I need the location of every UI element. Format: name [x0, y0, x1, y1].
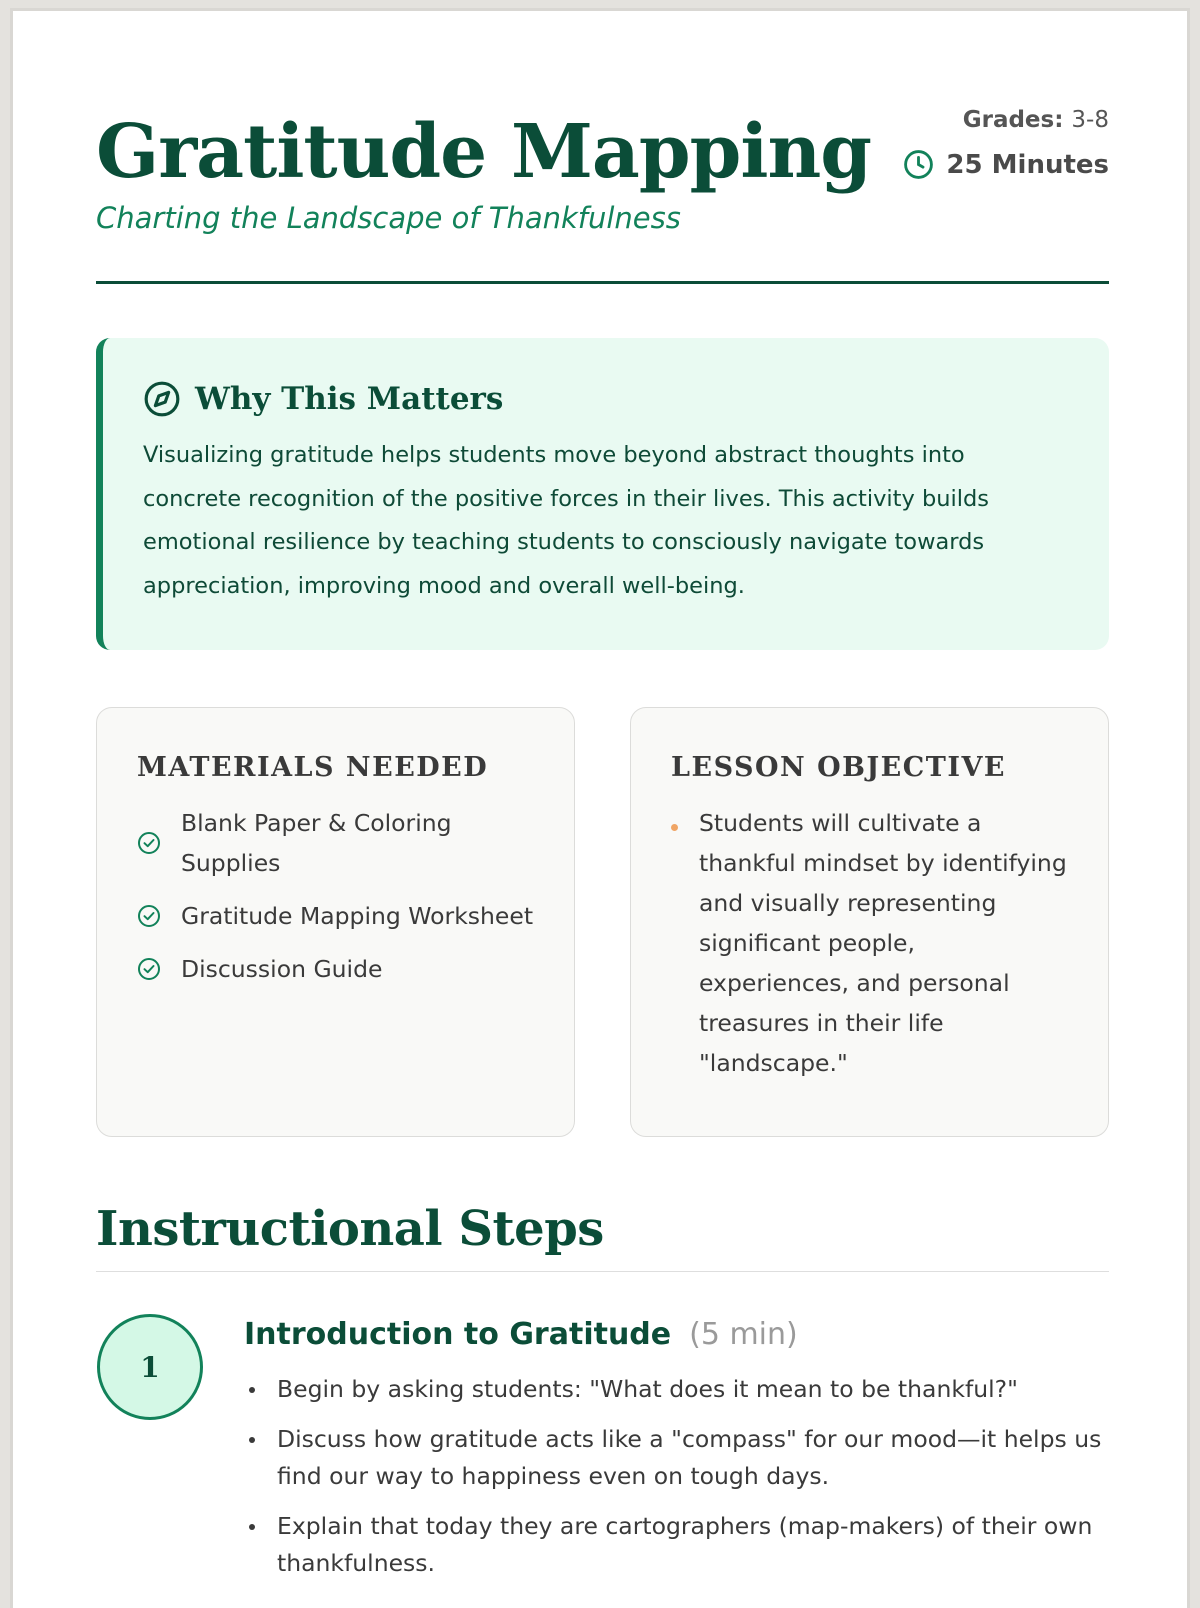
objective-title: LESSON OBJECTIVE	[671, 752, 1007, 783]
step-bullets	[277, 1371, 1107, 1595]
compass-icon	[143, 380, 181, 418]
grades-label: Grades:	[962, 107, 1064, 133]
page-title: Gratitude Mapping	[96, 109, 871, 195]
list-item	[137, 896, 534, 936]
step-heading	[244, 1317, 798, 1352]
material-label: Blank Paper & Coloring Supplies	[181, 809, 452, 877]
list-item	[671, 803, 1068, 1083]
grades-value: 3-8	[1071, 107, 1109, 133]
page-subtitle: Charting the Landscape of Thankfulness	[96, 201, 681, 235]
header-divider	[96, 281, 1109, 284]
check-circle-icon	[137, 831, 161, 855]
list-item: Explain that today they are cartographers (map-makers) of their own thankfulness.	[277, 1508, 1107, 1582]
why-this-matters-box	[96, 338, 1109, 650]
list-item	[137, 949, 534, 989]
materials-title: MATERIALS NEEDED	[137, 752, 489, 783]
grades-info	[903, 107, 1109, 133]
clock-icon	[903, 149, 934, 180]
list-item	[137, 803, 534, 883]
check-circle-icon	[137, 957, 161, 981]
list-item: Discuss how gratitude acts like a "compass" for our mood—it helps us find our way to happiness even on tough days.	[277, 1421, 1107, 1495]
material-label: Gratitude Mapping Worksheet	[181, 902, 534, 930]
materials-list	[137, 803, 534, 989]
objective-card	[630, 707, 1109, 1137]
why-body-text: Visualizing gratitude helps students move beyond abstract thoughts into concrete recognition of the positive forces in their lives. This activity builds emotional resilience by teaching students to consciously navigate towards appreciation, improving mood and overall well-being.	[143, 442, 990, 599]
step-number-badge: 1	[97, 1314, 203, 1420]
materials-card	[96, 707, 575, 1137]
material-label: Discussion Guide	[181, 955, 383, 983]
lesson-meta	[903, 107, 1109, 180]
why-heading	[143, 380, 1069, 418]
duration-info	[903, 149, 1109, 180]
steps-divider	[96, 1271, 1109, 1272]
step-name: Introduction to Gratitude	[244, 1317, 672, 1352]
step-duration: (5 min)	[689, 1317, 798, 1352]
objective-list	[671, 803, 1068, 1083]
why-heading-text: Why This Matters	[195, 381, 504, 417]
list-item: Begin by asking students: "What does it mean to be thankful?"	[277, 1371, 1107, 1408]
steps-heading: Instructional Steps	[96, 1201, 604, 1257]
lesson-sheet	[10, 8, 1190, 1608]
objective-text: Students will cultivate a thankful mindset by identifying and visually representing significant people, experiences, and personal treasures in their life "landscape."	[699, 809, 1067, 1077]
duration-label: 25 Minutes	[946, 149, 1109, 180]
check-circle-icon	[137, 904, 161, 928]
bullet-dot	[671, 824, 678, 831]
